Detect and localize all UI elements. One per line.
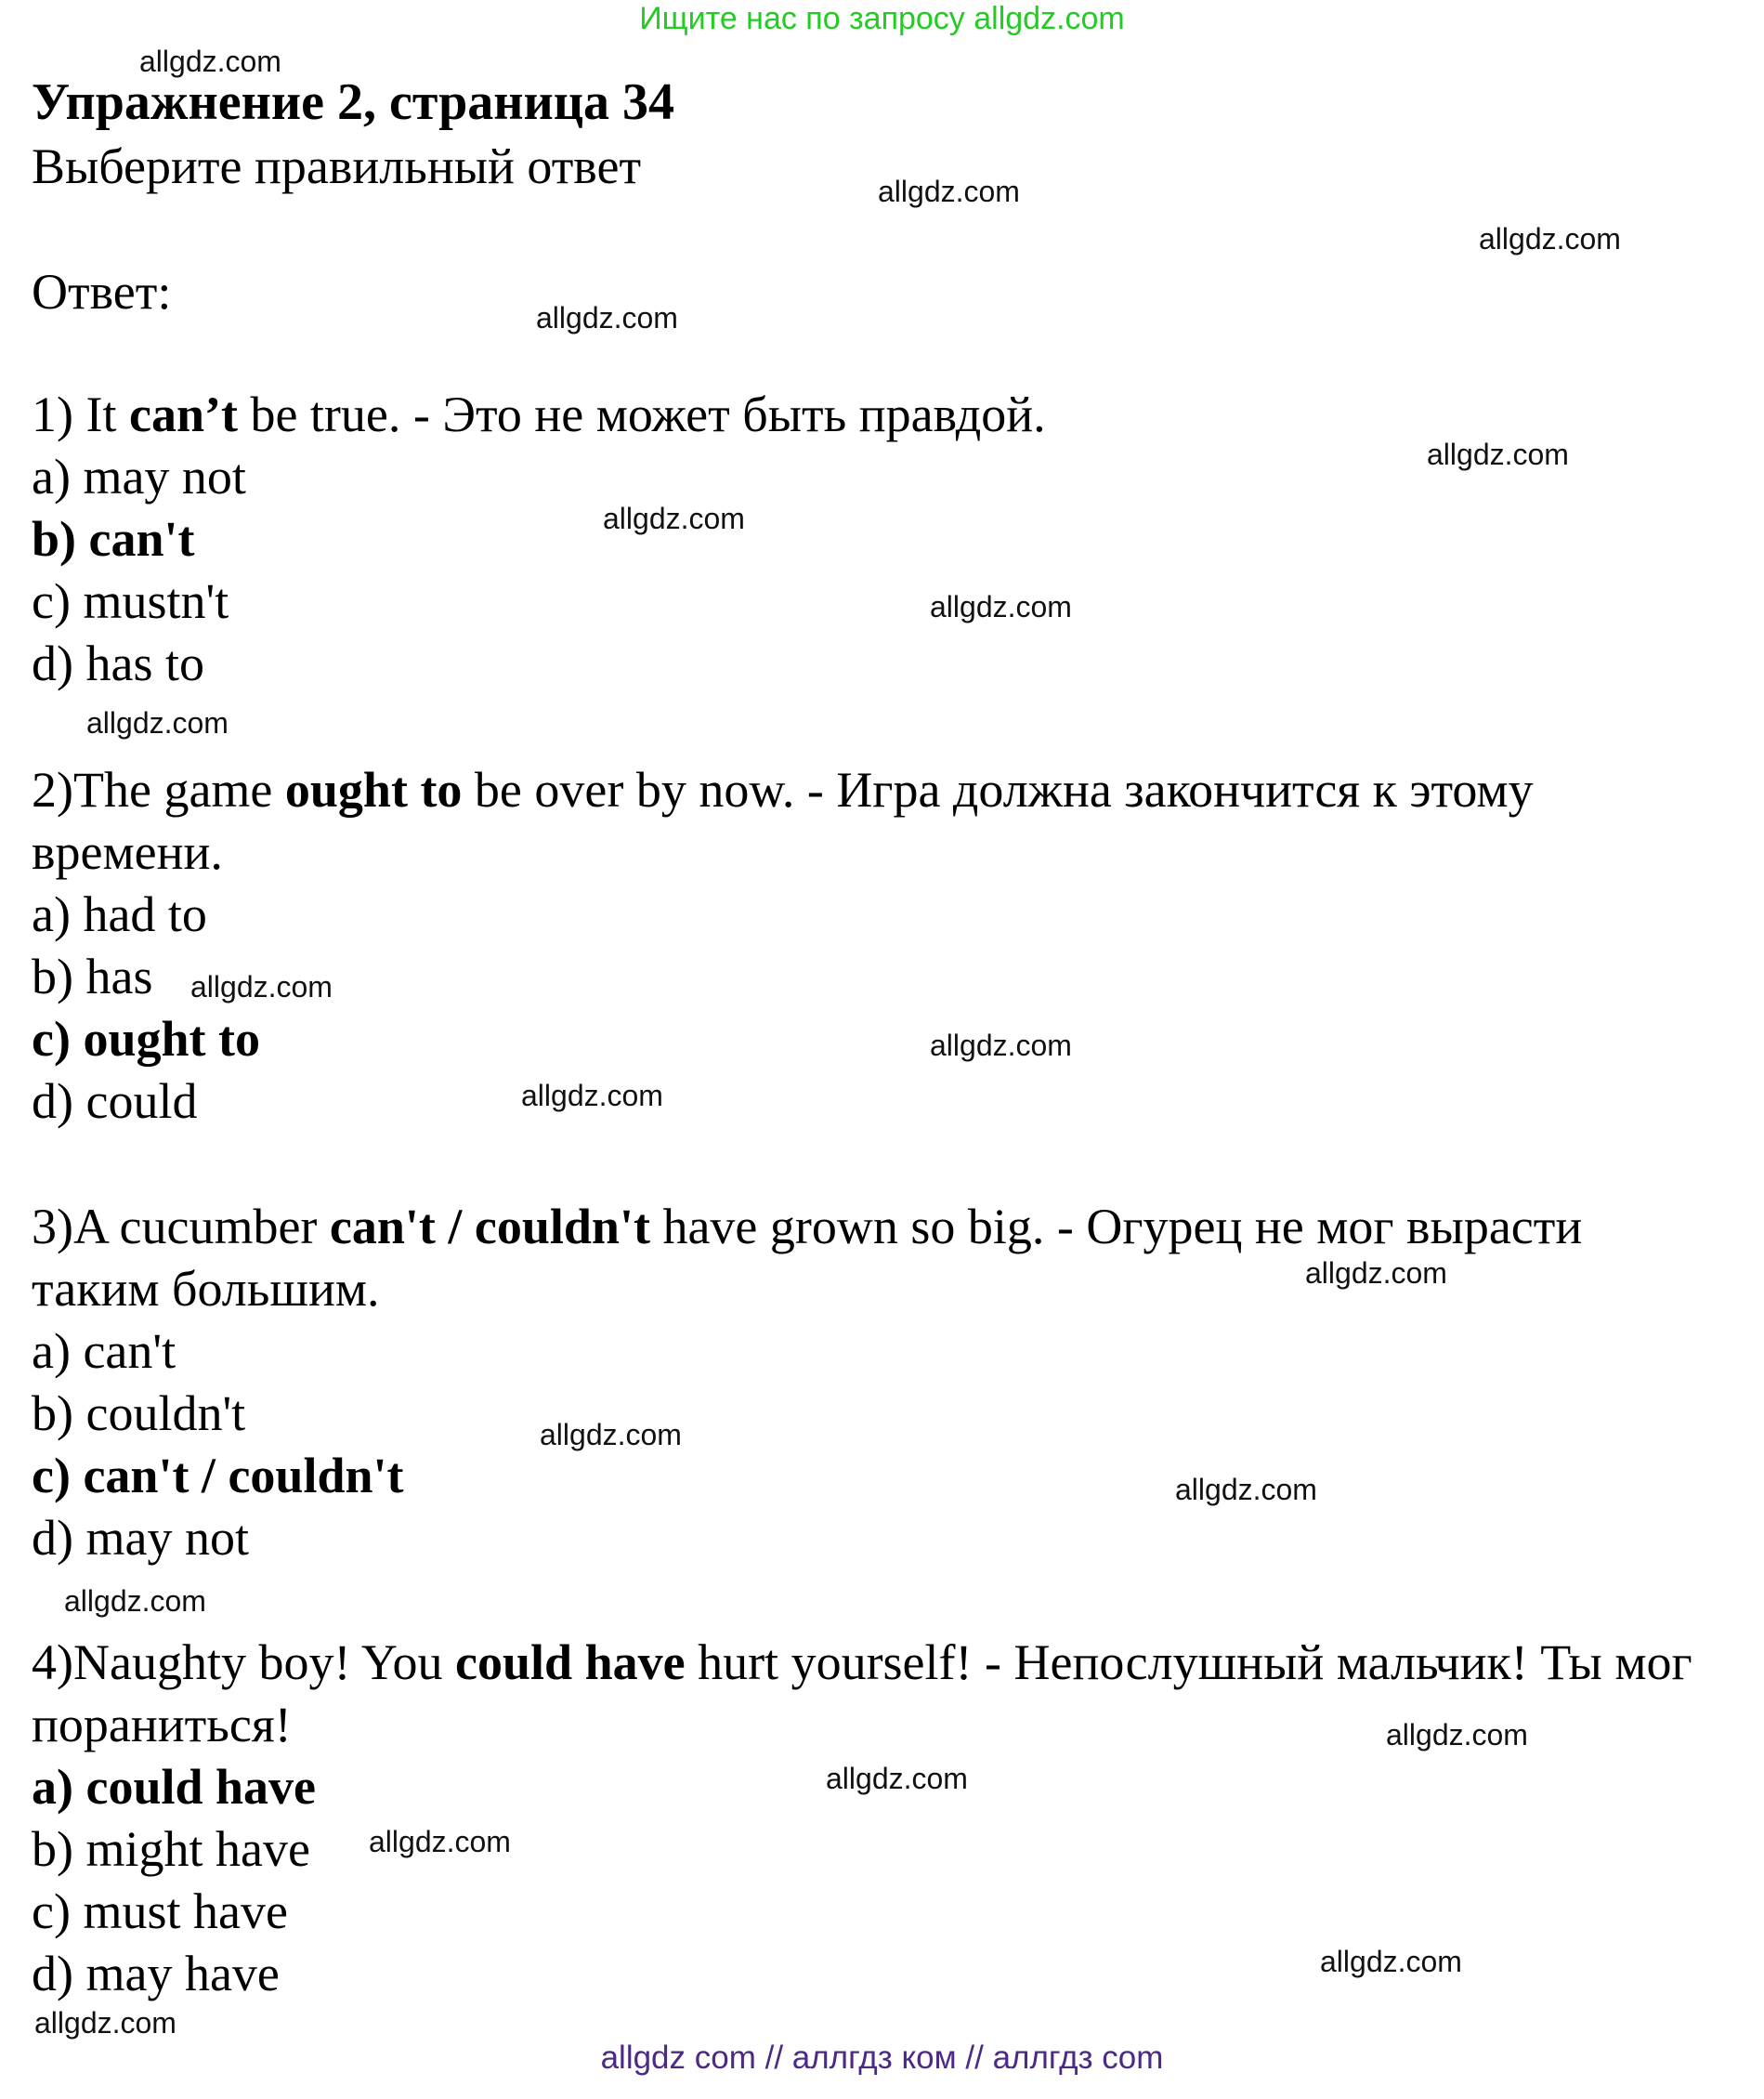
question-2: 2)The game ought to be over by now. - Игра должна закончится к этому времени. [32,762,1534,880]
watermark: allgdz.com [536,301,678,335]
question-3-option-a: a) can't [32,1323,176,1379]
watermark: allgdz.com [878,175,1020,208]
watermark: allgdz.com [1320,1945,1462,1978]
question-3-option-c-correct: c) can't / couldn't [32,1448,404,1503]
watermark: allgdz.com [139,45,281,78]
top-banner[interactable]: Ищите нас по запросу allgdz.com [639,1,1125,36]
question-2-option-c-correct: c) ought to [32,1011,260,1067]
watermark: allgdz.com [521,1079,663,1112]
question-2-option-d: d) could [32,1073,198,1129]
question-1: 1) It can’t be true. - Это не может быть правдой. [32,387,1046,442]
watermark: allgdz.com [1427,438,1569,471]
watermark: allgdz.com [34,2006,176,2040]
question-1-option-d: d) has to [32,636,204,691]
watermark: allgdz.com [930,590,1072,623]
question-3-option-b: b) couldn't [32,1385,246,1441]
question-2-keyword: ought to [284,762,463,818]
question-1-keyword: can’t [128,387,238,442]
question-2-option-b: b) has [32,949,153,1004]
watermark: allgdz.com [826,1762,968,1795]
watermark: allgdz.com [1479,222,1621,256]
question-3-option-d: d) may not [32,1510,249,1566]
watermark: allgdz.com [86,706,229,740]
question-1-option-b-correct: b) can't [32,511,195,567]
question-3-keyword: can't / couldn't [329,1199,650,1254]
question-1-option-c: c) mustn't [32,573,229,629]
question-4-option-d: d) may have [32,1946,280,2001]
watermark: allgdz.com [190,970,333,1004]
watermark: allgdz.com [369,1825,511,1858]
question-4-option-a-correct: a) could have [32,1759,317,1815]
question-1-option-a: a) may not [32,449,246,505]
question-2-option-a: a) had to [32,886,207,942]
watermark: allgdz.com [930,1029,1072,1062]
answer-label: Ответ: [32,264,172,320]
question-4-option-b: b) might have [32,1821,310,1877]
watermark: allgdz.com [1305,1256,1447,1290]
question-3: 3)A cucumber can't / couldn't have grown so big. - Огурец не мог вырасти таким большим. [32,1199,1583,1317]
watermark: allgdz.com [64,1584,206,1618]
watermark: allgdz.com [1386,1718,1528,1751]
footer-links[interactable]: allgdz com // аллгдз ком // аллгдз com [600,2040,1164,2076]
question-4-option-c: c) must have [32,1883,288,1939]
watermark: allgdz.com [603,502,745,535]
watermark: allgdz.com [1175,1473,1317,1506]
watermark: allgdz.com [540,1418,682,1451]
question-4-keyword: could have [455,1634,686,1690]
task-instruction: Выберите правильный ответ [32,138,642,194]
page-title: Упражнение 2, страница 34 [32,73,675,131]
question-4: 4)Naughty boy! You could have hurt yourself! - Непослушный мальчик! Ты мог пораниться! [32,1634,1692,1752]
